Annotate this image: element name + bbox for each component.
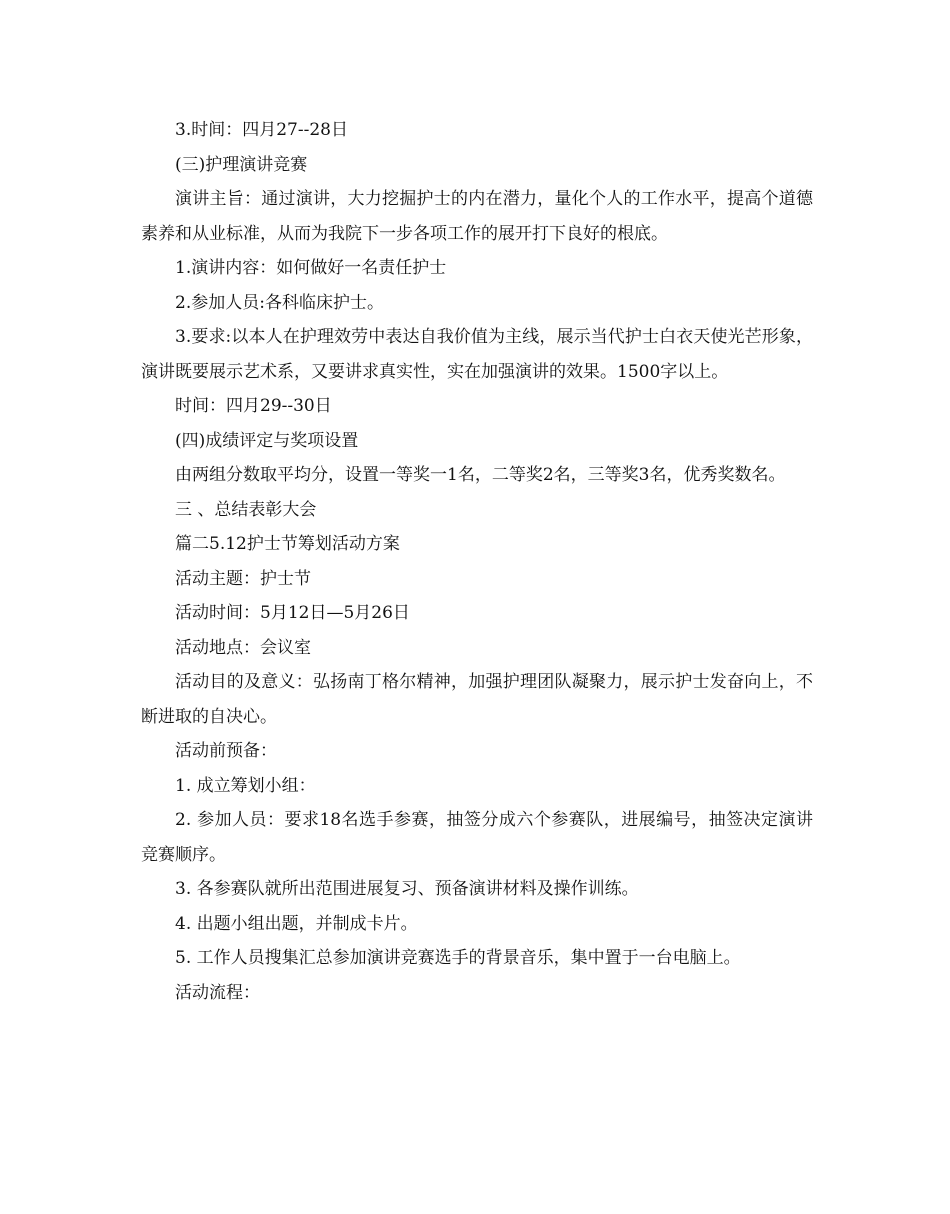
paragraph-activity-location: 活动地点：会议室: [175, 637, 311, 658]
heading-speech-contest: (三)护理演讲竞赛: [175, 154, 308, 175]
list-item-5: 5. 工作人员搜集汇总参加演讲竞赛选手的背景音乐，集中置于一台电脑上。: [175, 948, 741, 968]
list-item-2: 2. 参加人员：要求18名选手参赛，抽签分成六个参赛队，进展编号，抽签决定演讲竞赛顺序。: [141, 810, 813, 865]
document-body: [141, 113, 813, 1010]
paragraph-time-april-29-30: 时间：四月29--30日: [175, 396, 332, 416]
heading-summary-ceremony: 三 、总结表彰大会: [175, 499, 317, 520]
paragraph-preparation: 活动前预备：: [175, 741, 277, 761]
paragraph-activity-purpose: 活动目的及意义：弘扬南丁格尔精神，加强护理团队凝聚力，展示护士发奋向上，不断进取的自决心。: [141, 672, 813, 727]
paragraph-requirements: 3.要求:以本人在护理效劳中表达自我价值为主线，展示当代护士白衣天使光芒形象，演讲既要展示艺术系，又要讲求真实性，实在加强演讲的效果。1500字以上。: [141, 327, 813, 382]
paragraph-activity-theme: 活动主题：护士节: [175, 568, 311, 589]
paragraph-time-april-27-28: 3.时间：四月27--28日: [175, 120, 348, 140]
heading-part-two: 篇二5.12护士节筹划活动方案: [175, 534, 400, 554]
paragraph-speech-content: 1.演讲内容：如何做好一名责任护士: [175, 258, 447, 278]
paragraph-participants: 2.参加人员:各科临床护士。: [175, 292, 384, 313]
list-item-4: 4. 出题小组出题，并制成卡片。: [175, 913, 418, 934]
list-item-3: 3. 各参赛队就所出范围进展复习、预备演讲材料及操作训练。: [175, 879, 639, 899]
paragraph-activity-flow: 活动流程：: [175, 982, 260, 1003]
heading-scoring-awards: (四)成绩评定与奖项设置: [175, 430, 359, 451]
paragraph-activity-time: 活动时间：5月12日—5月26日: [175, 603, 410, 623]
paragraph-awards: 由两组分数取平均分，设置一等奖一1名，二等奖2名，三等奖3名，优秀奖数名。: [175, 465, 786, 485]
list-item-1: 1. 成立筹划小组：: [175, 775, 316, 796]
paragraph-speech-purpose: 演讲主旨：通过演讲，大力挖掘护士的内在潜力，量化个人的工作水平，提高个道德素养和从业标准，从而为我院下一步各项工作的展开打下良好的根底。: [141, 189, 813, 244]
